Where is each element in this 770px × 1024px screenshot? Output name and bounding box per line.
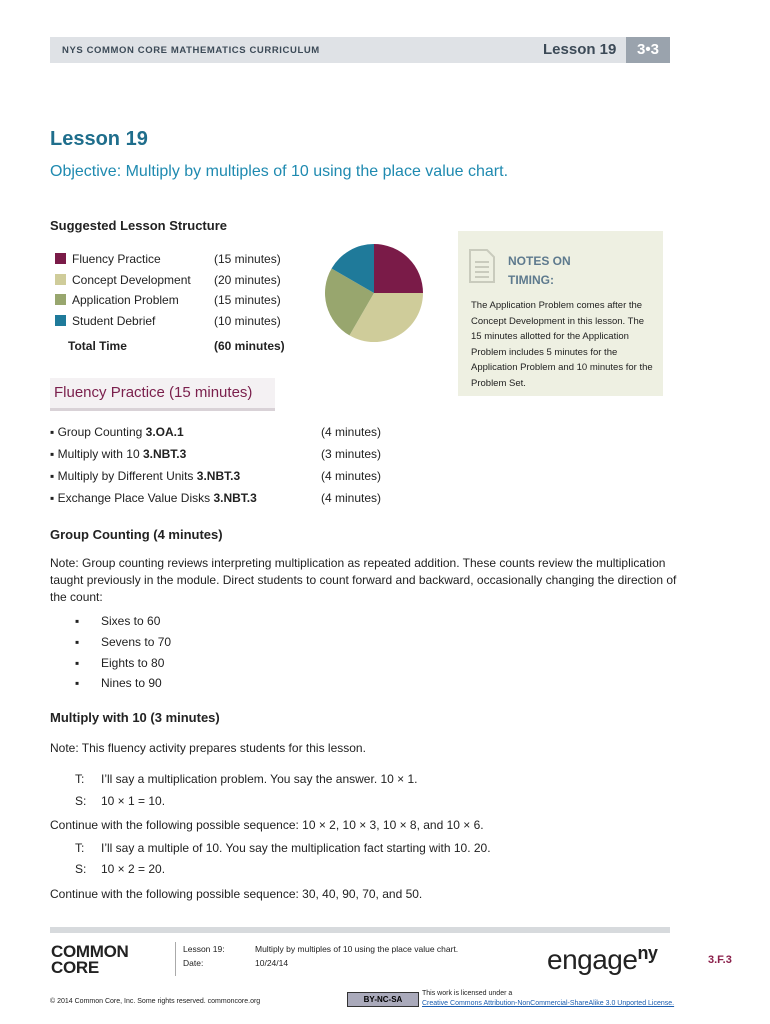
license-text: This work is licensed under a <box>422 990 513 997</box>
dialogue-text: I’ll say a multiple of 10. You say the multiplication fact starting with 10. 20. <box>101 841 491 855</box>
lesson-title: Lesson 19 <box>50 128 148 150</box>
continue-sequence: Continue with the following possible sequence: 10 × 2, 10 × 3, 10 × 8, and 10 × 6. <box>50 818 484 832</box>
fluency-heading: Fluency Practice (15 minutes) <box>54 384 253 401</box>
fluency-item-time: (4 minutes) <box>321 469 382 483</box>
dialogue-speaker: S: <box>75 862 87 876</box>
group-counting-heading: Group Counting (4 minutes) <box>50 527 223 542</box>
timing-pie-chart <box>324 243 424 343</box>
multiply10-note: Note: This fluency activity prepares students for this lesson. <box>50 741 366 755</box>
swatch-debrief <box>55 315 66 326</box>
total-time: (60 minutes) <box>214 339 285 353</box>
header-lesson: Lesson 19 <box>543 41 617 58</box>
fluency-item-time: (3 minutes) <box>321 447 382 461</box>
structure-time: (10 minutes) <box>214 314 281 328</box>
total-label: Total Time <box>68 339 127 353</box>
footer-date-value: 10/24/14 <box>255 958 289 968</box>
engageny-logo: engage$^{ny}$ <box>547 943 658 975</box>
fluency-item-time: (4 minutes) <box>321 491 382 505</box>
swatch-fluency <box>55 253 66 264</box>
swatch-concept <box>55 274 66 285</box>
fluency-item: ▪ Multiply by Different Units 3.NBT.3 <box>50 469 241 483</box>
group-counting-note: Note: Group counting reviews interpreting multiplication as repeated addition. These counts review the multiplication taught previously in the module. Direct students to count forward and backward, occasionally changing the direction of the count: <box>50 556 677 604</box>
swatch-application <box>55 294 66 305</box>
copyright: © 2014 Common Core, Inc. Some rights reserved. commoncore.org <box>50 998 261 1005</box>
pie-slice-fluency <box>374 244 423 293</box>
header-module-badge: 3•3 <box>626 37 670 63</box>
structure-item: Fluency Practice <box>55 252 161 272</box>
document-icon <box>468 248 496 284</box>
dialogue-speaker: T: <box>75 772 85 786</box>
dialogue-speaker: T: <box>75 841 85 855</box>
footer-separator <box>175 942 176 976</box>
fluency-item-time: (4 minutes) <box>321 425 382 439</box>
common-core-logo: COMMON CORE <box>51 942 129 977</box>
structure-time: (15 minutes) <box>214 293 281 307</box>
structure-time: (20 minutes) <box>214 273 281 287</box>
dialogue-speaker: S: <box>75 794 87 808</box>
cc-license-badge: BY-NC-SA <box>347 992 419 1007</box>
fluency-item: ▪ Group Counting 3.OA.1 <box>50 425 184 439</box>
notes-body: The Application Problem comes after the Concept Development in this lesson. The 15 minutes allotted for the Application Problem includes 5 minutes for the Application Problem and 10 minutes for the Problem Set. <box>471 300 653 389</box>
notes-title: NOTES ON TIMING: <box>508 254 571 287</box>
structure-item: Student Debrief <box>55 314 155 334</box>
structure-item: Application Problem <box>55 293 179 313</box>
count-bullet: ▪ Nines to 90 <box>75 676 162 690</box>
fluency-item: ▪ Multiply with 10 3.NBT.3 <box>50 447 187 461</box>
footer-lesson-value: Multiply by multiples of 10 using the place value chart. <box>255 944 459 954</box>
license-link[interactable]: Creative Commons Attribution-NonCommercial-ShareAlike 3.0 Unported License. <box>422 1000 675 1007</box>
structure-time: (15 minutes) <box>214 252 281 266</box>
footer-date-label: Date: <box>183 958 204 968</box>
count-bullet: ▪ Sevens to 70 <box>75 635 172 649</box>
footer-divider <box>50 927 670 933</box>
objective: Objective: Multiply by multiples of 10 using the place value chart. <box>50 163 509 180</box>
page-id: 3.F.3 <box>708 954 732 966</box>
footer-lesson-label: Lesson 19: <box>183 944 225 954</box>
curriculum-label: NYS COMMON CORE MATHEMATICS CURRICULUM <box>62 45 320 56</box>
dialogue-text: I’ll say a multiplication problem. You say the answer. 10 × 1. <box>101 772 418 786</box>
structure-heading: Suggested Lesson Structure <box>50 218 227 233</box>
fluency-item: ▪ Exchange Place Value Disks 3.NBT.3 <box>50 491 257 505</box>
continue-sequence: Continue with the following possible sequence: 30, 40, 90, 70, and 50. <box>50 887 423 901</box>
multiply10-heading: Multiply with 10 (3 minutes) <box>50 710 220 725</box>
dialogue-text: 10 × 1 = 10. <box>101 794 166 808</box>
dialogue-text: 10 × 2 = 20. <box>101 862 166 876</box>
count-bullet: ▪ Sixes to 60 <box>75 614 161 628</box>
structure-item: Concept Development <box>55 273 191 293</box>
count-bullet: ▪ Eights to 80 <box>75 656 165 670</box>
